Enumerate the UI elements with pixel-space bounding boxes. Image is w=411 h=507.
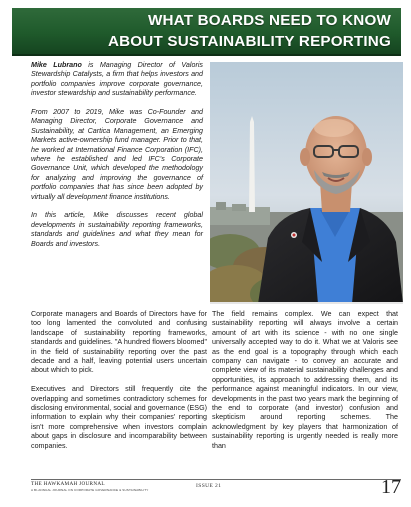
journal-subtitle: A BI-ANNUAL JOURNAL ON CORPORATE GOVERNANCE & SUSTAINABILITY (31, 488, 149, 492)
body-column-left (31, 310, 207, 460)
intro-paragraph-1-text: is Managing Director of Valoris Stewardship Catalysts, a firm that helps investors and portfolio companies improve corporate governance, investor stewardship and sustainability performance. (31, 61, 203, 98)
journal-name: THE HAWKAMAH JOURNAL (31, 481, 105, 487)
title-banner (12, 8, 401, 56)
intro-paragraph-1 (31, 61, 203, 99)
portrait-photo-icon (210, 62, 403, 304)
body-paragraph: Executives and Directors still frequently cite the overlapping and sometimes contradictory schemes for disclosing environmental, social and governance (ESG) information to explain why their companies' reporting isn't more comprehensive when investors complain about gaps in disclosure and incomparability between companies. (31, 385, 207, 450)
body-paragraph: Corporate managers and Boards of Directors have for too long lamented the convoluted and confusing landscape of sustainability reporting frameworks, standards and guidelines. "A hundred flowers bloomed" in the field of sustainability reporting over the past decade and a half, leaving potential users uncertain about which to pick. (31, 310, 207, 375)
page-number: 17 (381, 476, 401, 498)
author-name: Mike Lubrano (31, 61, 82, 69)
intro-paragraph-3: In this article, Mike discusses recent global developments in sustainability reporting frameworks, standards and guidelines and what they mean for Boards and investors. (31, 211, 203, 248)
title-line-2: ABOUT SUSTAINABILITY REPORTING (107, 33, 391, 50)
intro-paragraph-2: From 2007 to 2019, Mike was Co-Founder and Managing Director, Corporate Governance and Sustainability, at Cartica Management, an Emerging Markets active-ownership fund manager. Prior to that, he worked at International Finance Corporation (IFC), where he established and led IFC's Corporate Governance Unit, which developed the methodology for analyzing and improving the governance of portfolio companies that has since been adopted by virtually all development finance institutions. (31, 108, 203, 201)
footer-divider (31, 479, 401, 480)
body-column-right (212, 310, 398, 460)
author-portrait-photo (210, 62, 403, 304)
issue-number: ISSUE 21 (196, 483, 222, 489)
author-intro (31, 61, 203, 258)
title-line-1: WHAT BOARDS NEED TO KNOW (147, 12, 391, 29)
body-paragraph: The field remains complex. We can expect that sustainability reporting will always involve a certain amount of art with its science - with no one single universally accepted way to do it. What we at Valoris see as the end goal is a topography through which each company can navigate - to convey an accurate and complete view of its material sustainability challenges and opportunities, its approach to addressing them, and its performance against meaningful indicators. In our view, developments in the past two years mark the beginning of the end to corporate (and investor) confusion and skepticism around reporting schemes. The acknowledgment by key players that harmonization of sustainability reporting is urgently needed is really more than (212, 310, 398, 450)
